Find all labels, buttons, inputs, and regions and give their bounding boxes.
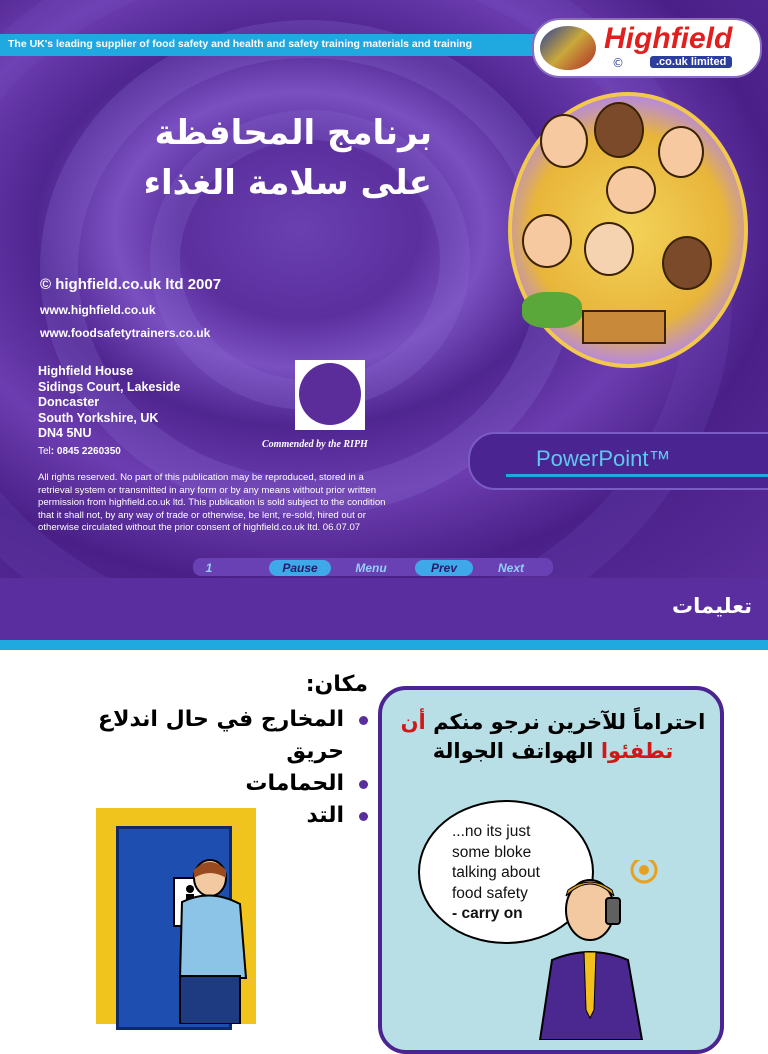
chopping-board-icon xyxy=(582,310,666,344)
riph-disc-icon xyxy=(299,363,361,425)
list-item: الحمامات xyxy=(50,768,372,800)
worker-face-icon xyxy=(606,166,656,214)
instructions-header xyxy=(0,578,768,640)
page-title xyxy=(40,108,432,208)
highfield-logo[interactable] xyxy=(532,18,762,78)
notice-part-2: الهواتف الجوالة xyxy=(432,739,594,763)
worker-face-icon xyxy=(584,222,634,276)
copyright-notice: © highfield.co.uk ltd 2007 xyxy=(40,276,222,293)
worker-face-icon xyxy=(522,214,572,268)
notice-red-text: أن تطفئوا xyxy=(400,710,674,763)
riph-caption: Commended by the RIPH xyxy=(262,439,368,450)
speech-line: food safety xyxy=(452,884,528,902)
man-walking-icon xyxy=(160,858,250,1024)
website-link-highfield[interactable]: www.highfield.co.uk xyxy=(40,303,156,317)
place-label: مكان: xyxy=(305,672,368,697)
website-link-foodsafety[interactable]: www.foodsafetytrainers.co.uk xyxy=(40,326,211,340)
address-block xyxy=(38,364,180,442)
powerpoint-underline xyxy=(506,474,768,477)
instructions-heading: تعليمات xyxy=(672,594,752,618)
speech-line: talking about xyxy=(452,864,540,881)
man-on-phone-icon xyxy=(532,860,712,1040)
header-divider xyxy=(0,640,768,650)
title-line-2: على سلامة الغذاء xyxy=(143,163,432,203)
crest-icon xyxy=(540,26,596,70)
worker-face-icon xyxy=(594,102,644,158)
mobile-phone-notice xyxy=(378,686,724,1054)
address-line: DN4 5NU xyxy=(38,426,92,440)
brand-name: Highfield xyxy=(604,22,733,55)
slide-navigation xyxy=(193,558,553,576)
menu-button[interactable]: Menu xyxy=(355,561,387,575)
notice-part-1: احتراماً للآخرين نرجو منكم xyxy=(433,710,706,734)
vegetables-icon xyxy=(522,292,582,328)
address-line: South Yorkshire, UK xyxy=(38,410,159,425)
prev-button[interactable]: Prev xyxy=(415,560,473,576)
address-line: Sidings Court, Lakeside xyxy=(38,379,181,394)
list-item: المخارج في حال اندلاع حريق xyxy=(50,704,372,768)
tagline-bar xyxy=(0,34,560,56)
tel-label: Tel xyxy=(38,446,51,457)
powerpoint-badge xyxy=(468,432,768,490)
pause-button[interactable]: Pause xyxy=(269,560,331,576)
telephone xyxy=(38,446,121,457)
tagline-text: The UK's leading supplier of food safety and health and safety training materials and training xyxy=(8,38,472,50)
brand-subtitle: .co.uk limited xyxy=(650,56,732,68)
notice-text xyxy=(390,708,716,766)
address-line: Doncaster xyxy=(38,395,100,409)
worker-face-icon xyxy=(540,114,588,168)
legal-notice: All rights reserved. No part of this publication may be reproduced, stored in a retrieval system or transmitted in any form or by any means without prior written permission from highfield.co.uk ltd. This publication is sold subject to the condition that it shall not, by any way of trade or otherwise, be lent, re-sold, hired out or otherwise circulated without the prior consent of highfield.co.uk ltd. 06.07.07 xyxy=(38,472,386,533)
powerpoint-label: PowerPoint™ xyxy=(536,446,671,471)
list-item: التد xyxy=(50,800,372,832)
address-line: Highfield House xyxy=(38,364,134,378)
speech-line: some bloke xyxy=(452,843,532,861)
riph-logo xyxy=(295,360,365,430)
food-workers-illustration xyxy=(508,92,748,368)
page-number: 1 xyxy=(205,561,213,575)
next-button[interactable]: Next xyxy=(497,561,524,575)
speech-bold-line: - carry on xyxy=(452,905,523,922)
copyright-icon: © xyxy=(612,56,624,70)
worker-face-icon xyxy=(662,236,712,290)
speech-line: ...no its just xyxy=(452,823,531,840)
tel-number: : 0845 2260350 xyxy=(50,446,121,457)
worker-face-icon xyxy=(658,126,704,178)
title-line-1: برنامج المحافظة xyxy=(154,113,432,153)
